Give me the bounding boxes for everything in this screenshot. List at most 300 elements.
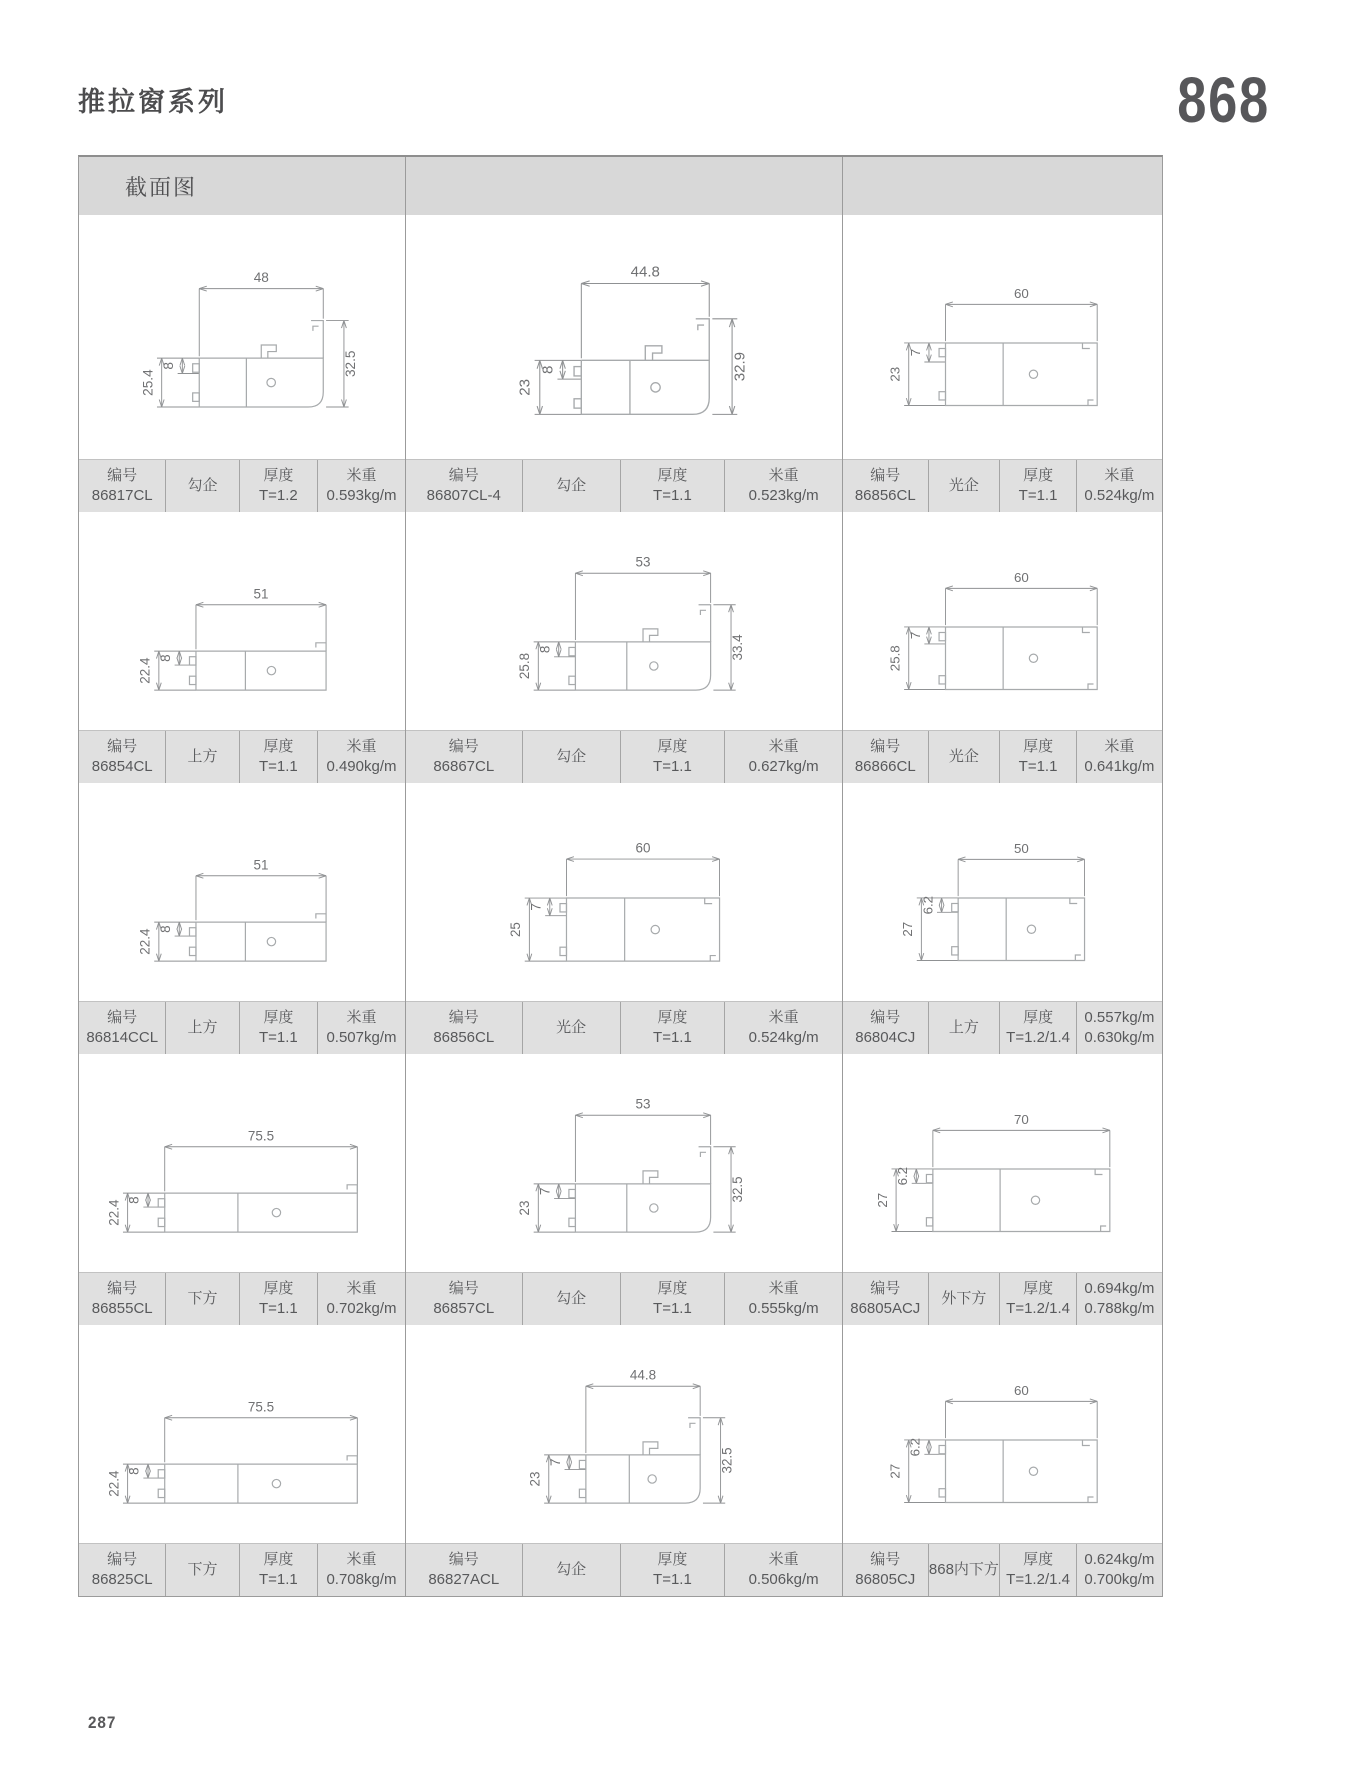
profile-cell xyxy=(406,1054,843,1325)
dim-left-inner-label: 8 xyxy=(126,1467,142,1475)
code-label: 编号 xyxy=(107,1280,138,1298)
thickness-value: T=1.1 xyxy=(653,1300,692,1317)
spec-weight-cell xyxy=(724,731,842,783)
spec-thickness-cell xyxy=(620,731,725,783)
spec-type-cell xyxy=(928,1544,1000,1596)
dim-right-label: 32.5 xyxy=(719,1447,735,1474)
spec-thickness-cell xyxy=(999,1544,1076,1596)
code-label: 编号 xyxy=(448,1280,479,1298)
spec-code-cell xyxy=(843,1002,928,1054)
dim-left-inner-label: 6.2 xyxy=(907,1437,923,1457)
type-value: 勾企 xyxy=(556,748,587,766)
dim-left-outer-label: 22.4 xyxy=(137,928,153,955)
type-value: 光企 xyxy=(948,748,979,766)
weight-value: 0.507kg/m xyxy=(326,1029,397,1046)
dim-left-inner-label: 6.2 xyxy=(895,1166,911,1186)
code-label: 编号 xyxy=(870,1280,901,1298)
profile-outline xyxy=(939,343,1097,406)
spec-thickness-cell xyxy=(999,1273,1076,1325)
weight-label: 米重 xyxy=(768,467,799,485)
profile-outline xyxy=(939,627,1097,690)
thickness-value: T=1.1 xyxy=(258,758,298,775)
dim-width-label: 60 xyxy=(1013,569,1029,585)
profile-section-svg xyxy=(79,215,405,459)
spec-weight-cell xyxy=(317,1273,405,1325)
spec-type-cell xyxy=(165,731,238,783)
code-label: 编号 xyxy=(107,1551,138,1569)
page-title: 推拉窗系列 xyxy=(78,87,228,117)
dim-right-label: 32.5 xyxy=(730,1176,746,1203)
profile-section-svg xyxy=(406,215,842,459)
type-value: 868内下方 xyxy=(928,1561,999,1579)
spec-code-cell xyxy=(406,1273,522,1325)
thickness-label: 厚度 xyxy=(263,1009,294,1027)
spec-weight-cell xyxy=(724,1002,842,1054)
thickness-label: 厚度 xyxy=(657,1280,688,1298)
dim-right-label: 32.5 xyxy=(343,350,359,378)
profile-outline xyxy=(189,914,326,961)
profile-section-svg xyxy=(406,512,842,730)
dimension-lines xyxy=(917,857,1085,961)
spec-row xyxy=(843,459,1162,512)
code-label: 编号 xyxy=(870,1009,901,1027)
dim-width-label: 51 xyxy=(253,586,269,602)
spec-thickness-cell xyxy=(620,460,725,512)
weight-value: 0.524kg/m xyxy=(748,1029,819,1046)
dim-left-outer-label: 23 xyxy=(887,366,903,382)
code-value: 86856CL xyxy=(433,1029,495,1046)
dim-left-outer-label: 27 xyxy=(887,1463,903,1479)
series-number: 868 xyxy=(1177,64,1270,136)
code-value: 86804CJ xyxy=(855,1029,916,1046)
profile-drawing xyxy=(406,215,842,459)
profile-outline xyxy=(158,1185,357,1232)
spec-weight-cell xyxy=(317,1002,405,1054)
profile-section-svg xyxy=(79,783,405,1001)
dim-width-label: 53 xyxy=(635,1096,651,1112)
weight-value: 0.524kg/m xyxy=(1084,487,1155,504)
spec-code-cell xyxy=(843,460,928,512)
type-value: 光企 xyxy=(556,1019,587,1037)
spec-type-cell xyxy=(522,1544,620,1596)
dim-width-label: 44.8 xyxy=(630,263,660,281)
thickness-label: 厚度 xyxy=(1023,1280,1054,1298)
spec-row xyxy=(79,730,405,783)
spec-thickness-cell xyxy=(999,731,1076,783)
spec-weight-cell xyxy=(1076,1544,1162,1596)
type-value: 上方 xyxy=(187,1019,218,1037)
dim-left-outer-label: 27 xyxy=(874,1192,890,1208)
profile-section-svg xyxy=(79,1325,405,1543)
weight-value: 0.694kg/m xyxy=(1084,1280,1155,1298)
spec-code-cell xyxy=(843,1544,928,1596)
dimension-lines xyxy=(904,302,1097,406)
dim-left-inner-label: 8 xyxy=(157,654,173,662)
weight-label: 米重 xyxy=(768,1009,799,1027)
weight-value: 0.557kg/m xyxy=(1084,1009,1155,1027)
type-value: 下方 xyxy=(187,1561,218,1579)
weight-label: 米重 xyxy=(346,1551,377,1569)
spec-row xyxy=(406,1543,842,1596)
dimension-lines xyxy=(544,1384,725,1503)
dim-left-outer-label: 25 xyxy=(508,922,524,938)
thickness-label: 厚度 xyxy=(1023,1551,1054,1569)
type-value: 勾企 xyxy=(556,1561,587,1579)
profile-drawing xyxy=(406,783,842,1001)
spec-code-cell xyxy=(79,1002,165,1054)
profile-drawing xyxy=(79,512,405,730)
thickness-value: T=1.2/1.4 xyxy=(1006,1029,1070,1046)
thickness-value: T=1.1 xyxy=(653,487,692,504)
spec-code-cell xyxy=(79,1544,165,1596)
thickness-value: T=1.1 xyxy=(653,1029,692,1046)
spec-type-cell xyxy=(165,460,238,512)
thickness-value: T=1.1 xyxy=(1018,758,1058,775)
profile-outline xyxy=(569,605,711,690)
spec-type-cell xyxy=(165,1002,238,1054)
dim-left-outer-label: 23 xyxy=(527,1471,543,1487)
spec-weight-cell xyxy=(1076,731,1162,783)
spec-type-cell xyxy=(165,1273,238,1325)
profile-cell xyxy=(79,783,406,1054)
type-value: 光企 xyxy=(948,477,979,495)
type-value: 勾企 xyxy=(187,477,218,495)
dim-width-label: 60 xyxy=(1013,1382,1029,1398)
type-value: 上方 xyxy=(948,1019,979,1037)
dim-left-inner-label: 7 xyxy=(528,903,544,911)
spec-weight-cell xyxy=(724,1273,842,1325)
spec-thickness-cell xyxy=(620,1273,725,1325)
profile-section-svg xyxy=(406,783,842,1001)
spec-weight-cell xyxy=(724,460,842,512)
code-value: 86805CJ xyxy=(855,1571,916,1588)
spec-thickness-cell xyxy=(239,731,317,783)
type-value: 上方 xyxy=(187,748,218,766)
thickness-label: 厚度 xyxy=(263,1280,294,1298)
weight-value: 0.593kg/m xyxy=(326,487,397,504)
dim-left-outer-label: 25.4 xyxy=(140,369,156,396)
dim-left-inner-label: 6.2 xyxy=(920,895,936,915)
dim-left-outer-label: 25.8 xyxy=(887,645,903,672)
profile-cell xyxy=(79,512,406,783)
profile-cell xyxy=(406,783,843,1054)
profile-section-svg xyxy=(843,783,1162,1001)
spec-row xyxy=(406,459,842,512)
spec-row xyxy=(843,1543,1162,1596)
dim-right-label: 32.9 xyxy=(731,351,749,382)
profile-drawing xyxy=(406,1054,842,1272)
code-label: 编号 xyxy=(448,1009,479,1027)
dimension-lines xyxy=(525,857,720,961)
profile-drawing xyxy=(79,215,405,459)
code-value: 86855CL xyxy=(91,1300,153,1317)
code-value: 86866CL xyxy=(854,758,916,775)
code-label: 编号 xyxy=(870,467,901,485)
spec-thickness-cell xyxy=(999,1002,1076,1054)
dim-left-inner-label: 8 xyxy=(126,1196,142,1204)
spec-row xyxy=(406,730,842,783)
dim-left-inner-label: 8 xyxy=(157,925,173,933)
dim-width-label: 48 xyxy=(253,270,269,286)
weight-label: 米重 xyxy=(346,1280,377,1298)
code-value: 86867CL xyxy=(433,758,495,775)
profile-cell xyxy=(406,215,843,512)
spec-weight-cell xyxy=(1076,1002,1162,1054)
profile-outline xyxy=(189,643,326,690)
weight-value: 0.506kg/m xyxy=(748,1571,819,1588)
table-header-spacer xyxy=(406,157,843,215)
weight-label: 米重 xyxy=(1104,738,1135,756)
thickness-value: T=1.1 xyxy=(258,1029,298,1046)
spec-row xyxy=(79,459,405,512)
code-value: 86854CL xyxy=(91,758,153,775)
code-label: 编号 xyxy=(448,1551,479,1569)
weight-label: 米重 xyxy=(768,738,799,756)
code-label: 编号 xyxy=(107,1009,138,1027)
profile-cell xyxy=(79,1054,406,1325)
profile-drawing xyxy=(843,215,1162,459)
profile-cell xyxy=(79,1325,406,1596)
profile-section-svg xyxy=(843,1325,1162,1543)
spec-weight-cell xyxy=(317,731,405,783)
dim-left-inner-label: 7 xyxy=(907,348,923,357)
profile-cell xyxy=(843,1325,1162,1596)
dim-width-label: 75.5 xyxy=(247,1128,275,1144)
profile-cell xyxy=(843,783,1162,1054)
profile-drawing xyxy=(406,1325,842,1543)
profile-section-svg xyxy=(79,512,405,730)
spec-type-cell xyxy=(522,1273,620,1325)
profile-outline xyxy=(952,898,1085,961)
thickness-value: T=1.2/1.4 xyxy=(1006,1300,1070,1317)
table-header-spacer xyxy=(843,157,1162,215)
thickness-value: T=1.1 xyxy=(653,1571,692,1588)
thickness-label: 厚度 xyxy=(1023,738,1054,756)
code-label: 编号 xyxy=(107,738,138,756)
weight-label: 米重 xyxy=(1104,467,1135,485)
spec-weight-cell xyxy=(1076,460,1162,512)
type-value: 下方 xyxy=(187,1290,218,1308)
spec-thickness-cell xyxy=(239,460,317,512)
spec-thickness-cell xyxy=(239,1002,317,1054)
code-label: 编号 xyxy=(870,738,901,756)
thickness-label: 厚度 xyxy=(657,467,688,485)
spec-code-cell xyxy=(406,1002,522,1054)
spec-code-cell xyxy=(843,1273,928,1325)
thickness-value: T=1.2/1.4 xyxy=(1006,1571,1070,1588)
spec-row xyxy=(79,1001,405,1054)
dim-width-label: 44.8 xyxy=(629,1367,657,1383)
thickness-value: T=1.1 xyxy=(258,1300,298,1317)
dimension-lines xyxy=(534,571,736,690)
code-label: 编号 xyxy=(107,467,138,485)
type-value: 勾企 xyxy=(556,477,587,495)
dim-left-inner-label: 7 xyxy=(547,1458,563,1466)
spec-type-cell xyxy=(928,1273,1000,1325)
dimension-lines xyxy=(157,286,349,407)
spec-weight-cell xyxy=(317,460,405,512)
weight-label: 米重 xyxy=(346,738,377,756)
spec-type-cell xyxy=(928,460,1000,512)
code-label: 编号 xyxy=(448,467,479,485)
dim-width-label: 50 xyxy=(1013,840,1029,856)
thickness-label: 厚度 xyxy=(1023,467,1054,485)
spec-thickness-cell xyxy=(620,1544,725,1596)
type-value: 外下方 xyxy=(941,1290,987,1308)
code-value: 86856CL xyxy=(854,487,916,504)
spec-weight-cell xyxy=(724,1544,842,1596)
spec-type-cell xyxy=(522,460,620,512)
dim-right-label: 33.4 xyxy=(730,634,746,661)
dimension-lines xyxy=(904,1399,1097,1503)
weight-value: 0.523kg/m xyxy=(748,487,819,504)
spec-row xyxy=(406,1001,842,1054)
weight-value-2: 0.630kg/m xyxy=(1084,1029,1155,1046)
profile-section-svg xyxy=(843,215,1162,459)
spec-code-cell xyxy=(406,731,522,783)
spec-type-cell xyxy=(928,1002,1000,1054)
dim-left-outer-label: 25.8 xyxy=(517,652,533,680)
profile-outline xyxy=(926,1169,1109,1232)
spec-weight-cell xyxy=(317,1544,405,1596)
dimension-lines xyxy=(535,281,738,415)
spec-weight-cell xyxy=(1076,1273,1162,1325)
weight-label: 米重 xyxy=(768,1280,799,1298)
weight-value-2: 0.700kg/m xyxy=(1084,1571,1155,1588)
profile-cell xyxy=(79,215,406,512)
profile-section-svg xyxy=(406,1325,842,1543)
spec-code-cell xyxy=(843,731,928,783)
code-value: 86857CL xyxy=(433,1300,495,1317)
dim-left-outer-label: 22.4 xyxy=(106,1470,122,1497)
dimension-lines xyxy=(154,873,326,961)
profile-grid xyxy=(79,215,1162,1596)
dim-width-label: 70 xyxy=(1013,1111,1029,1127)
section-header: 截面图 xyxy=(79,157,406,215)
dimension-lines xyxy=(904,586,1097,690)
profile-drawing xyxy=(843,1054,1162,1272)
profile-section-svg xyxy=(79,1054,405,1272)
code-value: 86814CCL xyxy=(86,1029,159,1046)
profile-cell xyxy=(843,1054,1162,1325)
profile-outline xyxy=(560,898,720,961)
spec-thickness-cell xyxy=(999,460,1076,512)
spec-thickness-cell xyxy=(239,1273,317,1325)
weight-value: 0.702kg/m xyxy=(326,1300,397,1317)
dim-left-outer-label: 27 xyxy=(900,921,916,937)
spec-type-cell xyxy=(522,731,620,783)
code-value: 86817CL xyxy=(91,487,153,504)
thickness-value: T=1.1 xyxy=(1018,487,1058,504)
weight-value: 0.627kg/m xyxy=(748,758,819,775)
profile-outline xyxy=(193,321,324,407)
page-number: 287 xyxy=(88,1713,117,1732)
weight-value: 0.555kg/m xyxy=(748,1300,819,1317)
weight-value: 0.708kg/m xyxy=(326,1571,397,1588)
dim-left-outer-label: 23 xyxy=(516,378,534,396)
spec-row xyxy=(843,730,1162,783)
spec-row xyxy=(843,1001,1162,1054)
profile-outline xyxy=(579,1418,700,1503)
profile-drawing xyxy=(406,512,842,730)
thickness-value: T=1.2 xyxy=(258,487,298,504)
spec-code-cell xyxy=(406,1544,522,1596)
dim-left-inner-label: 7 xyxy=(907,631,923,640)
type-value: 勾企 xyxy=(556,1290,587,1308)
spec-code-cell xyxy=(79,460,165,512)
spec-code-cell xyxy=(79,731,165,783)
thickness-label: 厚度 xyxy=(1023,1009,1054,1027)
weight-value-2: 0.788kg/m xyxy=(1084,1300,1155,1317)
dim-left-inner-label: 8 xyxy=(537,645,553,654)
dim-left-outer-label: 22.4 xyxy=(137,657,153,684)
code-value: 86807CL-4 xyxy=(426,487,501,504)
code-label: 编号 xyxy=(448,738,479,756)
dim-left-outer-label: 22.4 xyxy=(106,1199,122,1226)
profile-drawing xyxy=(843,1325,1162,1543)
spec-row xyxy=(79,1543,405,1596)
profile-drawing xyxy=(843,783,1162,1001)
code-value: 86825CL xyxy=(91,1571,153,1588)
weight-value: 0.641kg/m xyxy=(1084,758,1155,775)
weight-label: 米重 xyxy=(346,1009,377,1027)
thickness-label: 厚度 xyxy=(657,738,688,756)
code-value: 86805ACJ xyxy=(850,1300,921,1317)
dim-width-label: 75.5 xyxy=(247,1399,275,1415)
spec-type-cell xyxy=(928,731,1000,783)
profile-cell xyxy=(406,1325,843,1596)
thickness-label: 厚度 xyxy=(263,738,294,756)
spec-row xyxy=(79,1272,405,1325)
dim-width-label: 53 xyxy=(635,554,651,570)
weight-label: 米重 xyxy=(346,467,377,485)
spec-row xyxy=(843,1272,1162,1325)
profile-drawing xyxy=(843,512,1162,730)
spec-type-cell xyxy=(522,1002,620,1054)
spec-thickness-cell xyxy=(239,1544,317,1596)
profile-section-svg xyxy=(843,1054,1162,1272)
spec-code-cell xyxy=(406,460,522,512)
profile-section-svg xyxy=(843,512,1162,730)
dim-width-label: 60 xyxy=(635,840,651,856)
profile-drawing xyxy=(79,1325,405,1543)
table-header-bar xyxy=(79,157,1162,215)
profile-outline xyxy=(158,1456,357,1503)
dim-left-inner-label: 8 xyxy=(160,362,176,370)
profile-cell xyxy=(406,512,843,783)
profile-outline xyxy=(574,319,709,415)
profile-outline xyxy=(939,1440,1097,1503)
dim-width-label: 60 xyxy=(1013,285,1029,301)
profile-outline xyxy=(569,1147,711,1232)
spec-code-cell xyxy=(79,1273,165,1325)
thickness-label: 厚度 xyxy=(657,1009,688,1027)
thickness-value: T=1.1 xyxy=(258,1571,298,1588)
dimension-lines xyxy=(534,1113,736,1232)
dim-left-inner-label: 8 xyxy=(539,365,557,374)
spec-type-cell xyxy=(165,1544,238,1596)
thickness-label: 厚度 xyxy=(657,1551,688,1569)
profile-cell xyxy=(843,215,1162,512)
thickness-label: 厚度 xyxy=(263,1551,294,1569)
spec-thickness-cell xyxy=(620,1002,725,1054)
weight-value: 0.490kg/m xyxy=(326,758,397,775)
profile-drawing xyxy=(79,1054,405,1272)
dim-width-label: 51 xyxy=(253,857,269,873)
profile-cell xyxy=(843,512,1162,783)
thickness-value: T=1.1 xyxy=(653,758,692,775)
profile-table xyxy=(78,155,1163,1597)
